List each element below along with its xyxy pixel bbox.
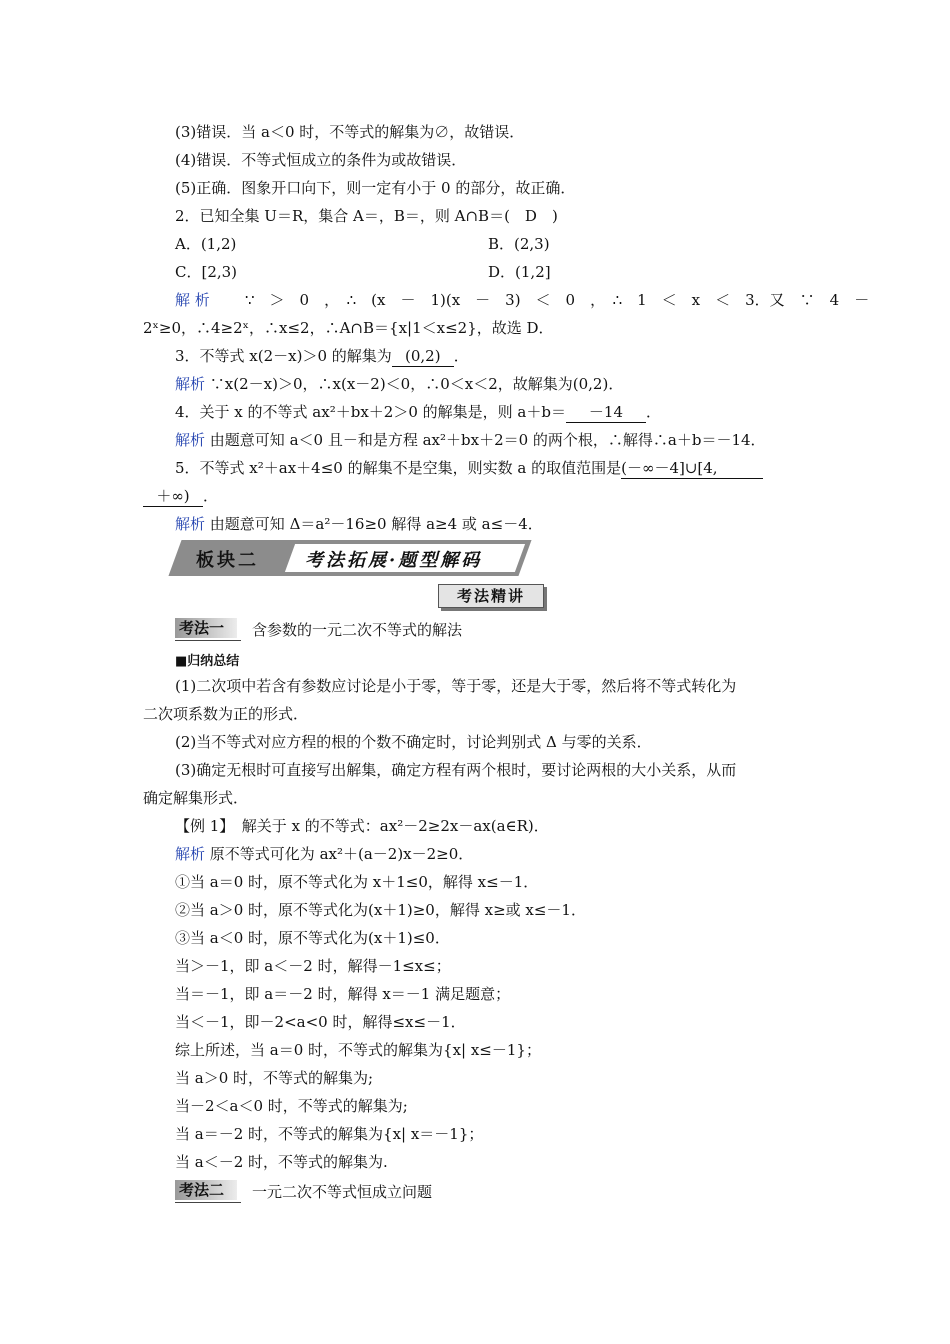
divider (175, 640, 241, 641)
method-tag: 考法一 (175, 618, 237, 638)
option-d: D．(1,2] (488, 263, 551, 281)
summary-line: 二次项系数为正的形式． (143, 705, 309, 723)
analysis-label: 解析 (175, 515, 206, 533)
example-title: 【例 1】 解关于 x 的不等式：ax²－2≥2x－ax(a∈R)． (175, 817, 549, 835)
method-title: 一元二次不等式恒成立问题 (252, 1183, 433, 1201)
question-4: 4．关于 x 的不等式 ax²＋bx＋2＞0 的解集是，则 a＋b＝ －14 ． (175, 403, 661, 421)
solution-line: 当 a＜－2 时，不等式的解集为. (175, 1153, 388, 1171)
answer-blank: －14 (566, 402, 646, 423)
text-line: (5)正确．图象开口向下，则一定有小于 0 的部分，故正确． (175, 179, 576, 197)
option-b: B．(2,3) (488, 235, 550, 253)
summary-line: (2)当不等式对应方程的根的个数不确定时，讨论判别式 Δ 与零的关系． (175, 733, 652, 751)
question-5: 5．不等式 x²＋ax＋4≤0 的解集不是空集，则实数 a 的取值范围是(－∞－4]∪[4, (175, 458, 763, 479)
answer-blank: (－∞－4]∪[4, (621, 458, 763, 479)
analysis-line: 解析 ∵x(2－x)＞0，∴x(x－2)＜0，∴0＜x＜2，故解集为(0,2)． (175, 375, 624, 393)
summary-line: 确定解集形式． (143, 789, 249, 807)
answer-blank: (0,2) (392, 346, 454, 367)
analysis-label: 解析 (175, 431, 206, 449)
summary-line: (1)二次项中若含有参数应讨论是小于零，等于零，还是大于零，然后将不等式转化为 (175, 677, 737, 695)
section-title: 考法拓展·题型解码 (305, 550, 483, 571)
summary-label: ■归纳总结 (175, 654, 240, 669)
divider (175, 1202, 241, 1203)
question-3: 3．不等式 x(2－x)＞0 的解集为 (0,2) ． (175, 347, 469, 365)
option-a: A．(1,2) (175, 235, 237, 253)
text-line: 2ˣ≥0，∴4≥2ˣ，∴x≤2，∴A∩B＝{x|1＜x≤2}，故选 D． (143, 319, 554, 337)
text-line: (4)错误．不等式恒成立的条件为或故错误． (175, 151, 467, 169)
question-5-cont: ＋∞) ． (143, 486, 218, 507)
method-title: 含参数的一元二次不等式的解法 (252, 621, 463, 639)
analysis-label: 解析 (175, 375, 206, 393)
solution-line: 当＜－1，即－2<a<0 时，解得≤x≤－1． (175, 1013, 466, 1031)
analysis-label: 解析 (175, 845, 206, 863)
analysis-line: 解析 原不等式可化为 ax²＋(a－2)x－2≥0． (175, 845, 474, 863)
solution-line: 综上所述，当 a＝0 时，不等式的解集为{x| x≤－1}； (175, 1041, 541, 1059)
solution-line: ②当 a＞0 时，原不等式化为(x＋1)≥0，解得 x≥或 x≤－1． (175, 901, 586, 919)
solution-line: ③当 a＜0 时，原不等式化为(x＋1)≤0． (175, 929, 450, 947)
answer-blank: ＋∞) (143, 486, 203, 507)
solution-line: 当 a＝－2 时，不等式的解集为{x| x＝－1}； (175, 1125, 484, 1143)
solution-line: ①当 a＝0 时，原不等式化为 x＋1≤0，解得 x≤－1． (175, 873, 539, 891)
question-2: 2．已知全集 U＝R，集合 A＝，B＝，则 A∩B＝( D ) (175, 207, 558, 225)
solution-line: 当＝－1，即 a＝－2 时，解得 x＝－1 满足题意； (175, 985, 511, 1003)
analysis-line: 解析 由题意可知 a＜0 且－和是方程 ax²＋bx＋2＝0 的两个根，∴解得∴a＋b＝－14． (175, 431, 766, 449)
analysis-label: 解 析 (175, 291, 210, 309)
text-line: ∵ ＞ 0 ， ∴ (x － 1)(x － 3) ＜ 0 ， ∴ 1 ＜ x ＜ 3．又 ∵ 4 － (245, 291, 870, 309)
subsection-tag: 考法精讲 (438, 584, 544, 608)
solution-line: 当＞－1，即 a＜－2 时，解得－1≤x≤； (175, 957, 451, 975)
section-number: 板块二 (196, 550, 259, 571)
analysis-line: 解析 由题意可知 Δ＝a²－16≥0 解得 a≥4 或 a≤－4． (175, 515, 543, 533)
solution-line: 当 a＞0 时，不等式的解集为; (175, 1069, 374, 1087)
summary-line: (3)确定无根时可直接写出解集，确定方程有两个根时，要讨论两根的大小关系，从而 (175, 761, 737, 779)
solution-line: 当－2＜a＜0 时，不等式的解集为; (175, 1097, 408, 1115)
text-line: (3)错误．当 a＜0 时，不等式的解集为∅，故错误． (175, 123, 525, 141)
option-c: C．[2,3) (175, 263, 238, 281)
method-tag: 考法二 (175, 1180, 237, 1200)
